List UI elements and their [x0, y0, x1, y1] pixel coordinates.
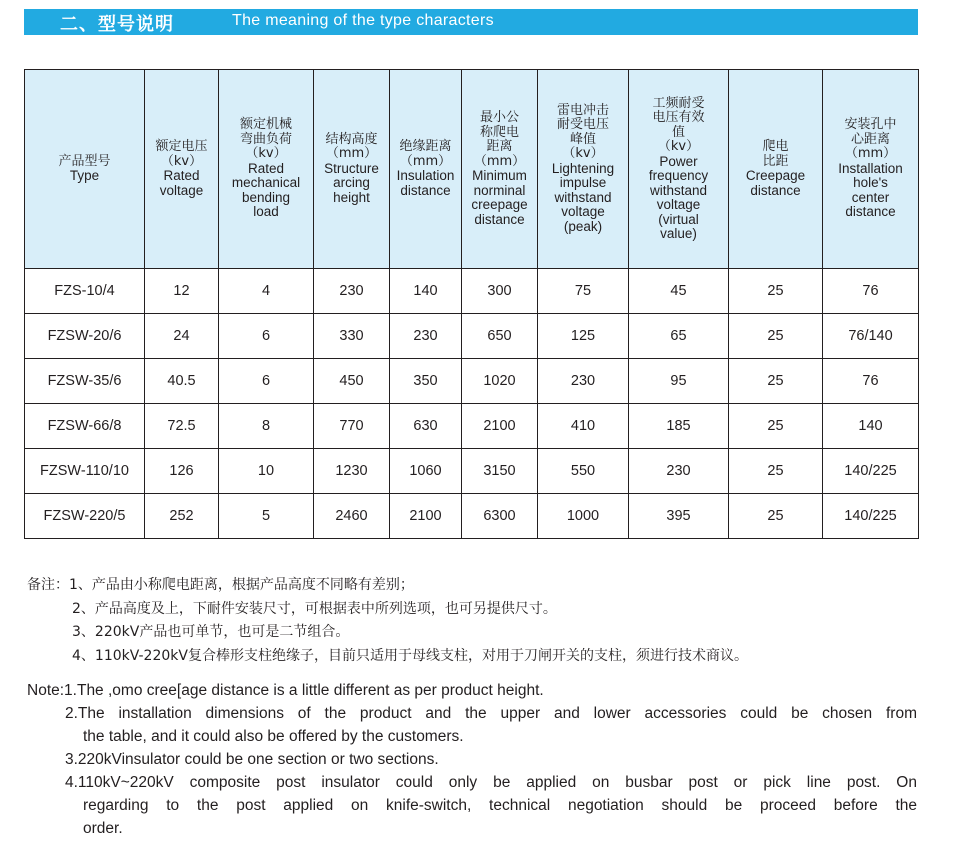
- notes-cn: [27, 574, 748, 668]
- value-cell: 75: [538, 269, 629, 314]
- column-header-cn-line: （kv）: [562, 146, 604, 162]
- column-header-en-line: voltage: [656, 197, 701, 212]
- value-cell: 25: [729, 494, 823, 539]
- column-header-cn-line: 额定电压: [155, 139, 208, 154]
- value-cell: 230: [390, 314, 462, 359]
- column-header-cn-line: 产品型号: [58, 153, 111, 169]
- value-cell: 6300: [462, 494, 538, 539]
- note-cn-line: 4、110kV-220kV复合棒形支柱绝缘子，目前只适用于母线支柱，对用于刀闸开关的支柱，须进行技术商议。: [72, 647, 748, 664]
- value-cell: 25: [729, 404, 823, 449]
- column-header-en-line: impulse: [559, 175, 607, 191]
- value-cell: 12: [145, 269, 219, 314]
- column-header-en-line: (virtual: [658, 211, 699, 227]
- value-cell: 24: [145, 314, 219, 359]
- table-row: [25, 359, 919, 404]
- table-header-row: [25, 70, 919, 269]
- value-cell: 6: [219, 359, 314, 404]
- section-header-bar: [24, 9, 918, 35]
- value-cell: 25: [729, 314, 823, 359]
- column-header-cn-line: （kv）: [657, 139, 700, 154]
- note-en-line: 2.The installation dimensions of the product and the upper and lower accessories could be chosen from: [65, 705, 917, 722]
- column-header: [219, 70, 314, 269]
- type-cell: FZSW-35/6: [25, 359, 145, 404]
- column-header-cn-line: 最小公: [479, 110, 519, 125]
- value-cell: 140: [390, 269, 462, 314]
- value-cell: 410: [538, 404, 629, 449]
- column-header-en-line: withstand: [649, 182, 708, 198]
- column-header-en-line: Power: [659, 153, 698, 169]
- value-cell: 650: [462, 314, 538, 359]
- value-cell: 3150: [462, 449, 538, 494]
- table-row: [25, 269, 919, 314]
- column-header-en-line: withstand: [554, 189, 612, 205]
- column-header-en-line: Rated: [163, 168, 200, 183]
- value-cell: 6: [219, 314, 314, 359]
- column-header-cn-line: 工频耐受: [652, 95, 705, 111]
- column-header-en-line: Minimum: [472, 168, 527, 183]
- column-header-cn-line: 弯曲负荷: [239, 131, 292, 147]
- table-body: [25, 269, 919, 539]
- value-cell: 25: [729, 359, 823, 404]
- column-header-cn-line: 值: [671, 124, 685, 140]
- value-cell: 185: [629, 404, 729, 449]
- value-cell: 95: [629, 359, 729, 404]
- value-cell: 230: [314, 269, 390, 314]
- column-header-cn-line: 爬电: [762, 139, 789, 154]
- column-header-en-line: voltage: [159, 182, 204, 198]
- column-header: [823, 70, 919, 269]
- value-cell: 10: [219, 449, 314, 494]
- column-header-en-line: Installation: [838, 160, 903, 176]
- value-cell: 2460: [314, 494, 390, 539]
- column-header-cn-line: （mm）: [399, 153, 452, 169]
- note-en-line: the table, and it could also be offered by the customers.: [83, 728, 464, 745]
- value-cell: 140/225: [823, 449, 919, 494]
- value-cell: 76/140: [823, 314, 919, 359]
- column-header-cn-line: 结构高度: [325, 131, 378, 147]
- value-cell: 1000: [538, 494, 629, 539]
- section-title-en: The meaning of the type characters: [232, 12, 494, 29]
- column-header-cn-line: 绝缘距离: [399, 139, 452, 154]
- value-cell: 5: [219, 494, 314, 539]
- value-cell: 140/225: [823, 494, 919, 539]
- value-cell: 770: [314, 404, 390, 449]
- note-en-line: Note:1.The ,omo cree[age distance is a little different as per product height.: [27, 682, 544, 699]
- value-cell: 230: [538, 359, 629, 404]
- value-cell: 4: [219, 269, 314, 314]
- value-cell: 2100: [390, 494, 462, 539]
- column-header-en-line: mechanical: [231, 175, 301, 191]
- table-row: [25, 314, 919, 359]
- column-header-en-line: load: [253, 204, 279, 220]
- value-cell: 76: [823, 359, 919, 404]
- table-row: [25, 404, 919, 449]
- value-cell: 550: [538, 449, 629, 494]
- column-header-cn-line: 安装孔中: [844, 117, 897, 133]
- type-cell: FZSW-110/10: [25, 449, 145, 494]
- column-header-en-line: bending: [241, 189, 291, 205]
- column-header-cn-line: 心距离: [850, 131, 890, 147]
- value-cell: 126: [145, 449, 219, 494]
- value-cell: 252: [145, 494, 219, 539]
- column-header-en-line: voltage: [561, 204, 605, 220]
- value-cell: 1020: [462, 359, 538, 404]
- type-cell: FZSW-20/6: [25, 314, 145, 359]
- column-header-en-line: distance: [750, 182, 801, 198]
- value-cell: 395: [629, 494, 729, 539]
- type-cell: FZS-10/4: [25, 269, 145, 314]
- note-cn-line: 备注：1、产品由小称爬电距离，根据产品高度不同略有差别；: [27, 577, 414, 593]
- value-cell: 2100: [462, 404, 538, 449]
- column-header-en-line: distance: [845, 204, 896, 220]
- column-header-en-line: center: [851, 189, 890, 205]
- note-en-line: 4.110kV~220kV composite post insulator could only be applied on busbar post or pick line post. On: [65, 774, 917, 791]
- column-header-cn-line: 峰值: [569, 131, 596, 147]
- value-cell: 65: [629, 314, 729, 359]
- column-header-cn-line: 耐受电压: [556, 117, 609, 133]
- column-header-en-line: (peak): [563, 218, 603, 234]
- column-header-cn-line: 距离: [486, 139, 513, 154]
- section-title-cn: 二、型号说明: [60, 14, 174, 35]
- column-header: [314, 70, 390, 269]
- value-cell: 8: [219, 404, 314, 449]
- value-cell: 1230: [314, 449, 390, 494]
- column-header-en-line: frequency: [648, 168, 709, 183]
- column-header-cn-line: 称爬电: [479, 124, 519, 140]
- column-header-cn-line: （kv）: [245, 146, 287, 162]
- column-header: [462, 70, 538, 269]
- value-cell: 1060: [390, 449, 462, 494]
- note-en-line: 3.220kVinsulator could be one section or two sections.: [65, 751, 439, 768]
- column-header-cn-line: （mm）: [844, 146, 897, 162]
- column-header-en-line: arcing: [333, 175, 370, 191]
- column-header-cn-line: （mm）: [473, 153, 526, 169]
- value-cell: 76: [823, 269, 919, 314]
- note-cn-line: 2、产品高度及上，下耐件安装尺寸，可根据表中所列选项，也可另提供尺寸。: [72, 600, 557, 617]
- value-cell: 40.5: [145, 359, 219, 404]
- value-cell: 25: [729, 269, 823, 314]
- note-en-line: order.: [83, 820, 123, 837]
- column-header-en-line: Lightening: [551, 160, 615, 176]
- column-header-cn-line: 电压有效: [652, 110, 705, 125]
- column-header-cn-line: 比距: [762, 153, 789, 169]
- value-cell: 630: [390, 404, 462, 449]
- column-header-en-line: distance: [474, 211, 525, 227]
- column-header-cn-line: （kv）: [160, 153, 203, 169]
- note-en-line: regarding to the post applied on knife-switch, technical negotiation should be proceed before the: [83, 797, 917, 814]
- value-cell: 230: [629, 449, 729, 494]
- value-cell: 350: [390, 359, 462, 404]
- column-header: [390, 70, 462, 269]
- column-header: [629, 70, 729, 269]
- type-spec-table: [24, 69, 919, 539]
- column-header-cn-line: 雷电冲击: [556, 102, 609, 118]
- column-header-en-line: Insulation: [396, 168, 455, 183]
- column-header-en-line: distance: [400, 182, 451, 198]
- column-header-en-line: hole's: [853, 175, 888, 191]
- column-header-en-line: creepage: [471, 197, 528, 212]
- column-header-cn-line: （mm）: [325, 146, 378, 162]
- column-header: [145, 70, 219, 269]
- value-cell: 25: [729, 449, 823, 494]
- column-header: [538, 70, 629, 269]
- note-cn-line: 3、220kV产品也可单节，也可是二节组合。: [72, 624, 350, 640]
- column-header-en-line: norminal: [473, 182, 526, 198]
- column-header-en-line: value): [660, 226, 697, 241]
- table-row: [25, 449, 919, 494]
- value-cell: 140: [823, 404, 919, 449]
- column-header: [729, 70, 823, 269]
- column-header-en-line: Rated: [247, 160, 285, 176]
- value-cell: 450: [314, 359, 390, 404]
- column-header-en-line: Creepage: [745, 168, 806, 183]
- type-cell: FZSW-220/5: [25, 494, 145, 539]
- column-header: [25, 70, 145, 269]
- value-cell: 72.5: [145, 404, 219, 449]
- column-header-cn-line: 额定机械: [239, 117, 292, 133]
- column-header-en-line: height: [333, 189, 370, 205]
- value-cell: 125: [538, 314, 629, 359]
- notes-en: [27, 679, 917, 840]
- type-cell: FZSW-66/8: [25, 404, 145, 449]
- column-header-en-line: Structure: [324, 160, 379, 176]
- value-cell: 45: [629, 269, 729, 314]
- column-header-en-line: Type: [69, 168, 100, 183]
- value-cell: 300: [462, 269, 538, 314]
- table-row: [25, 494, 919, 539]
- value-cell: 330: [314, 314, 390, 359]
